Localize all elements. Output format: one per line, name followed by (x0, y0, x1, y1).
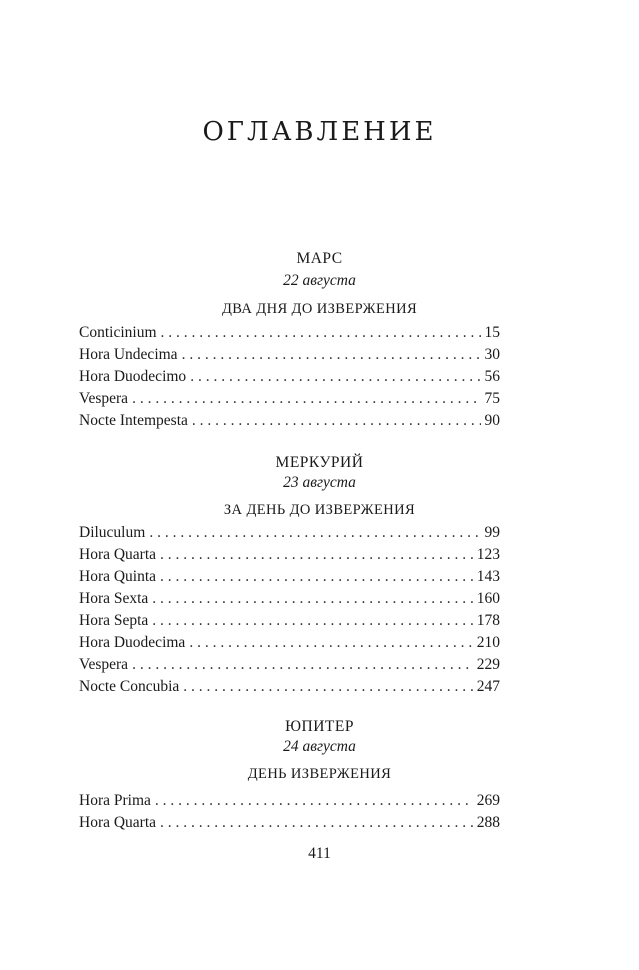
part-heading: ЮПИТЕР (285, 718, 354, 735)
dot-leader (155, 792, 473, 810)
toc-entry-page: 247 (476, 678, 500, 695)
part-heading: МАРС (296, 250, 343, 267)
toc-entry-title: Hora Duodecimo (79, 368, 187, 385)
dot-leader (182, 346, 481, 364)
toc-entry[interactable] (79, 546, 500, 566)
part-date: 24 августа (283, 738, 356, 755)
toc-entry-title: Conticinium (79, 324, 157, 341)
toc-entry-page: 75 (484, 390, 500, 407)
dot-leader (189, 634, 472, 652)
dot-leader (132, 656, 473, 674)
toc-entry-page: 99 (484, 524, 500, 541)
toc-entry[interactable] (79, 412, 500, 432)
toc-entry-title: Hora Septa (79, 612, 149, 629)
toc-entry[interactable] (79, 346, 500, 366)
toc-entry[interactable] (79, 634, 500, 654)
dot-leader (160, 814, 473, 832)
toc-entry-page: 269 (476, 792, 500, 809)
toc-entry-title: Hora Undecima (79, 346, 178, 363)
toc-entry-page: 143 (476, 568, 500, 585)
toc-entry[interactable] (79, 568, 500, 588)
toc-entry-page: 15 (484, 324, 500, 341)
part-subheading: ДВА ДНЯ ДО ИЗВЕРЖЕНИЯ (221, 301, 418, 317)
toc-entry-page: 56 (484, 368, 500, 385)
toc-entry-title: Nocte Intempesta (79, 412, 188, 429)
toc-entry-title: Vespera (79, 656, 129, 673)
toc-entry-title: Hora Quinta (79, 568, 157, 585)
toc-entry-title: Hora Sexta (79, 590, 149, 607)
part-date: 22 августа (283, 272, 356, 289)
toc-entry-page: 178 (476, 612, 500, 629)
toc-entry[interactable] (79, 368, 500, 388)
toc-entry-title: Vespera (79, 390, 129, 407)
dot-leader (152, 612, 472, 630)
dot-leader (160, 568, 473, 586)
part-heading: МЕРКУРИЙ (275, 454, 364, 471)
toc-entry[interactable] (79, 612, 500, 632)
toc-entry[interactable] (79, 656, 500, 676)
toc-entry-page: 288 (476, 814, 500, 831)
toc-entry[interactable] (79, 524, 500, 544)
dot-leader (152, 590, 472, 608)
page-number: 411 (308, 845, 331, 862)
toc-entry-title: Diluculum (79, 524, 146, 541)
page-title: ОГЛАВЛЕНИЕ (202, 117, 437, 147)
part-subheading: ДЕНЬ ИЗВЕРЖЕНИЯ (247, 766, 392, 782)
toc-entry[interactable] (79, 324, 500, 344)
toc-entry-title: Hora Duodecima (79, 634, 186, 651)
toc-entry-title: Hora Quarta (79, 814, 157, 831)
toc-entry-page: 210 (476, 634, 500, 651)
toc-entry[interactable] (79, 390, 500, 410)
toc-entry-title: Hora Quarta (79, 546, 157, 563)
dot-leader (190, 368, 480, 386)
dot-leader (160, 546, 473, 564)
toc-entry-page: 90 (484, 412, 500, 429)
toc-entry-title: Hora Prima (79, 792, 151, 809)
toc-entry-title: Nocte Concubia (79, 678, 180, 695)
part-date: 23 августа (283, 474, 356, 491)
toc-entry-page: 123 (476, 546, 500, 563)
dot-leader (183, 678, 472, 696)
dot-leader (132, 390, 480, 408)
toc-entry[interactable] (79, 792, 500, 812)
toc-entry-page: 30 (484, 346, 500, 363)
toc-entry-page: 160 (476, 590, 500, 607)
dot-leader (149, 524, 480, 542)
toc-entry-page: 229 (476, 656, 500, 673)
dot-leader (192, 412, 481, 430)
toc-entry[interactable] (79, 678, 500, 698)
toc-entry[interactable] (79, 814, 500, 834)
toc-entry[interactable] (79, 590, 500, 610)
part-subheading: ЗА ДЕНЬ ДО ИЗВЕРЖЕНИЯ (223, 502, 416, 518)
dot-leader (161, 324, 481, 342)
